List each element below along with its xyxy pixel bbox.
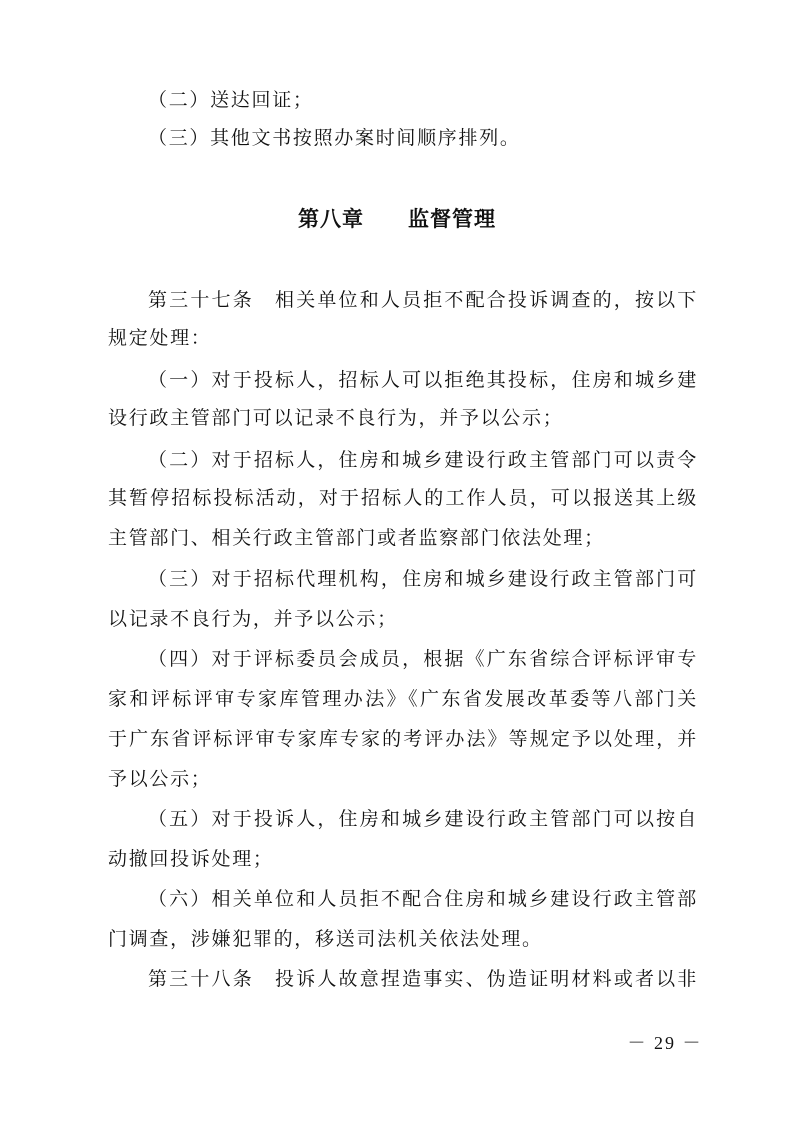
paragraph-line: 其暂停招标投标活动，对于招标人的工作人员，可以报送其上级 bbox=[108, 487, 698, 509]
page-number: － 29 － bbox=[627, 1033, 703, 1053]
paragraph-line: 于广东省评标评审专家库专家的考评办法》等规定予以处理，并 bbox=[108, 728, 698, 750]
paragraph-line: 以记录不良行为，并予以公示； bbox=[108, 608, 398, 630]
paragraph-line: 门调查，涉嫌犯罪的，移送司法机关依法处理。 bbox=[108, 928, 543, 950]
paragraph-line: 予以公示； bbox=[108, 768, 212, 790]
paragraph-line: 规定处理： bbox=[108, 327, 212, 349]
article-38-line: 第三十八条 投诉人故意捏造事实、伪造证明材料或者以非 bbox=[148, 968, 698, 990]
paragraph-line: （一）对于投标人，招标人可以拒绝其投标，住房和城乡建 bbox=[148, 369, 698, 391]
paragraph-line: （四）对于评标委员会成员，根据《广东省综合评标评审专 bbox=[148, 648, 698, 670]
paragraph-line: （二）对于招标人，住房和城乡建设行政主管部门可以责令 bbox=[148, 449, 698, 471]
paragraph-line: 主管部门、相关行政主管部门或者监察部门依法处理； bbox=[108, 527, 605, 549]
paragraph-line: 家和评标评审专家库管理办法》《广东省发展改革委等八部门关 bbox=[108, 688, 698, 710]
chapter-title: 第八章 监督管理 bbox=[298, 207, 496, 231]
article-37-line: 第三十七条 相关单位和人员拒不配合投诉调查的，按以下 bbox=[148, 289, 698, 311]
paragraph-line: （三）对于招标代理机构，住房和城乡建设行政主管部门可 bbox=[148, 568, 698, 590]
paragraph-line: （三）其他文书按照办案时间顺序排列。 bbox=[148, 127, 521, 149]
paragraph-line: （六）相关单位和人员拒不配合住房和城乡建设行政主管部 bbox=[148, 888, 698, 910]
paragraph-line: （五）对于投诉人，住房和城乡建设行政主管部门可以按自 bbox=[148, 808, 698, 830]
paragraph-line: 动撤回投诉处理； bbox=[108, 848, 274, 870]
paragraph-line: （二）送达回证； bbox=[148, 89, 314, 111]
paragraph-line: 设行政主管部门可以记录不良行为，并予以公示； bbox=[108, 407, 564, 429]
